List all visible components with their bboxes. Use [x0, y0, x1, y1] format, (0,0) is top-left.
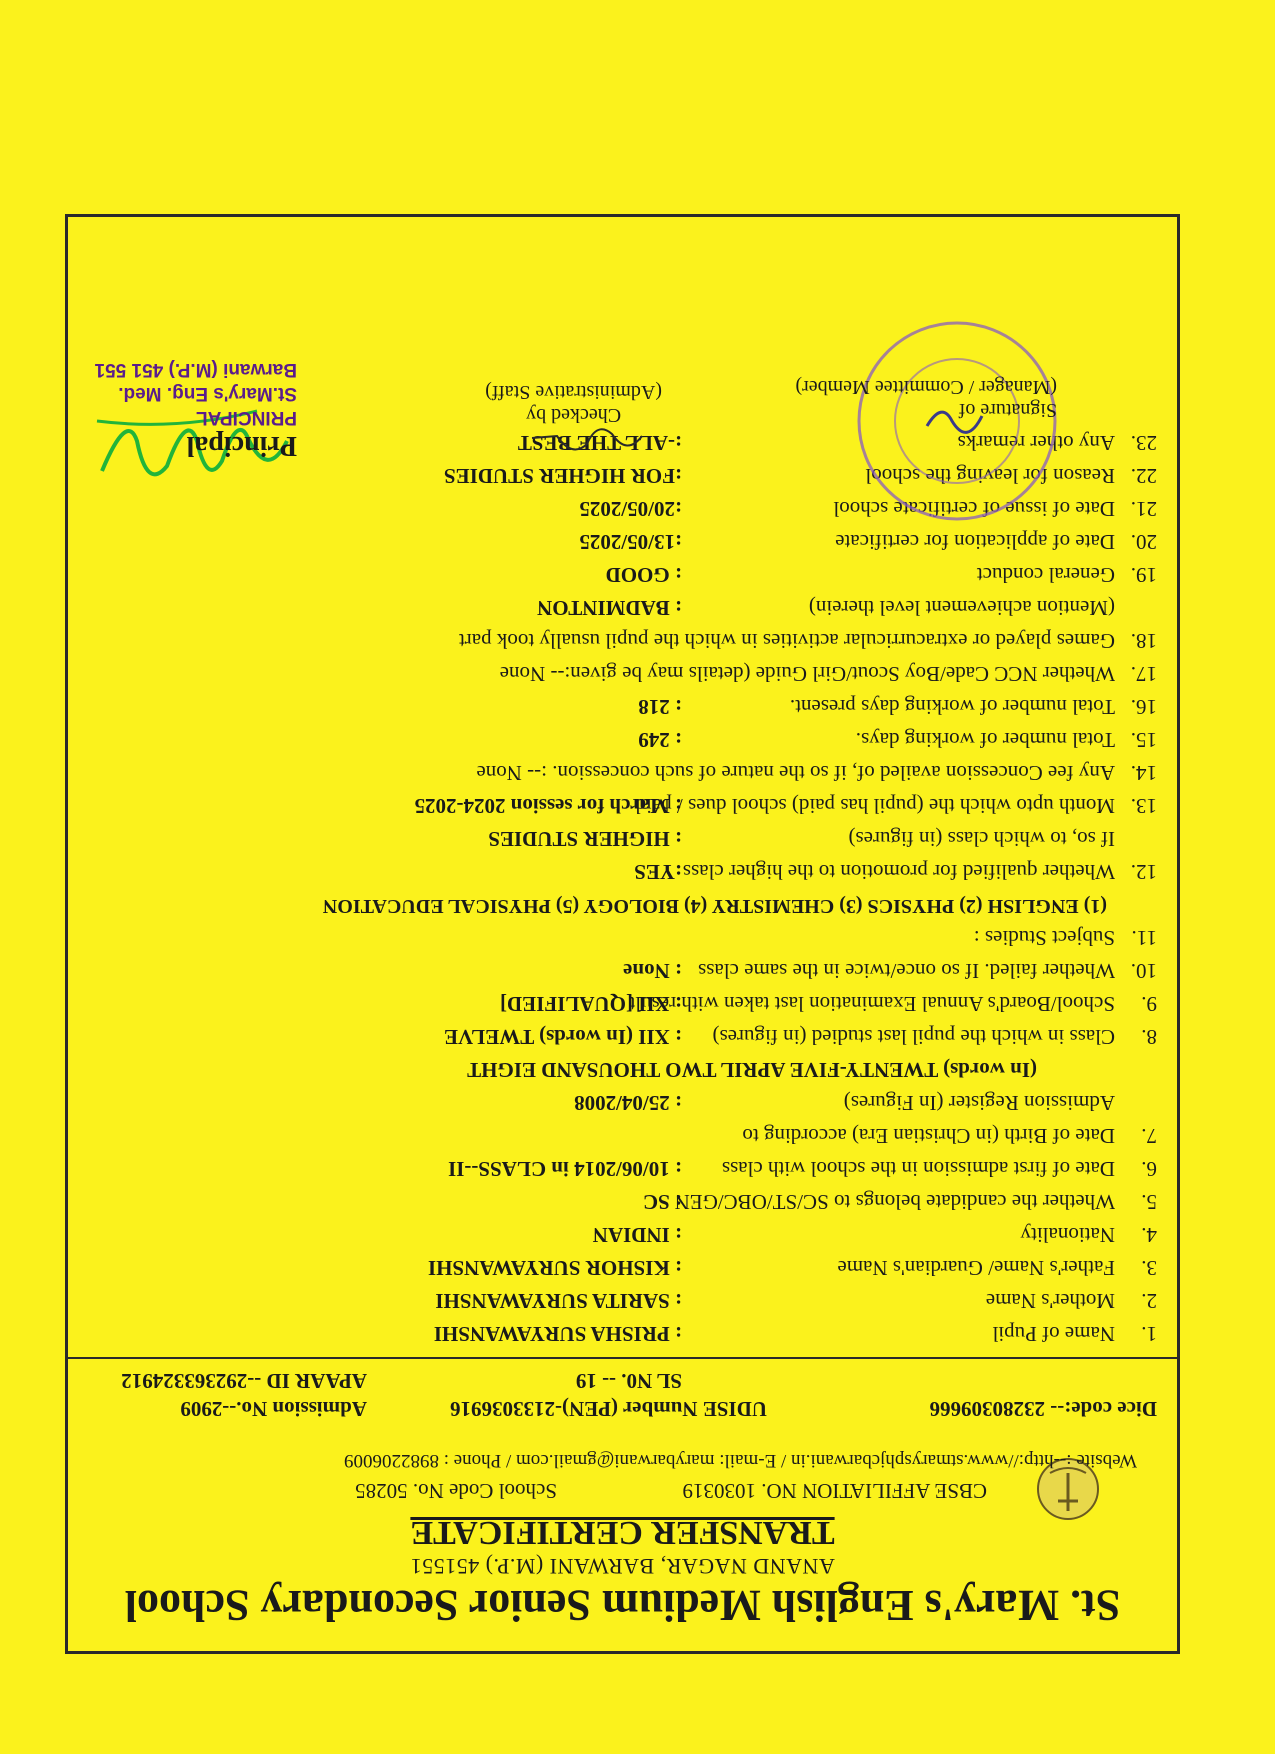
manager-signature-block	[795, 375, 1057, 421]
row-number: 2.	[1141, 1289, 1157, 1313]
checked-by-block	[485, 380, 662, 426]
row-label: Month upto which the (pupil has paid) school dues / paid	[635, 794, 1115, 818]
row-value: :20/05/2025	[579, 497, 682, 521]
row-value: : INDIAN	[592, 1223, 682, 1247]
row-value: : XII (In words) TWELVE	[443, 1025, 682, 1049]
row-label: Whether qualified for promotion to the higher class	[682, 860, 1115, 884]
row-value: : XII [QUALIFIED]	[499, 992, 682, 1016]
manager-signature-role: (Manager / Committee Member)	[795, 376, 1057, 398]
row-label: Class in which the pupil last studied (in figures)	[712, 1025, 1115, 1049]
admission-number: Admission No.--2909	[180, 1397, 367, 1421]
row-label: Total number of working days.	[855, 728, 1115, 752]
row-value: : 218	[638, 695, 682, 719]
row-value: : None	[623, 959, 682, 983]
row-number: 17.	[1130, 662, 1157, 686]
row-value: : KISHOR SURYAWANSHI	[427, 1256, 682, 1280]
row-number: 15.	[1130, 728, 1157, 752]
row-number: 14.	[1130, 761, 1157, 785]
school-seal-stamp	[852, 316, 1062, 526]
contact-line: Website :--http://www.stmarysphjcbarwani.in / E-mail: marybarwani@gmail.com / Phone : 8982206009	[343, 1450, 1137, 1471]
row-value: : SARITA SURYAWANSHI	[435, 1289, 682, 1313]
row-label: Nationality	[1020, 1223, 1115, 1247]
row-label: Whether NCC Cade/Boy Scout/Girl Guide (details may be given:-- None	[499, 662, 1115, 686]
school-code: School Code No. 50285	[355, 1479, 557, 1503]
row-number: 4.	[1141, 1223, 1157, 1247]
row-label: General conduct	[976, 563, 1115, 587]
school-address: ANAND NAGAR, BARWANI (M.P.) 451551	[410, 1554, 835, 1579]
principal-stamp-address: Barwani (M.P.) 451 551	[94, 359, 297, 380]
row-value: :-ALL THE BEST	[517, 431, 682, 455]
row-number: 11.	[1131, 926, 1157, 950]
row-number: 21.	[1130, 497, 1157, 521]
row-number: 7.	[1141, 1124, 1157, 1148]
row-label: Date of Birth (in Christian Era) according to	[742, 1124, 1115, 1148]
row-value: : GOOD	[605, 563, 682, 587]
principal-label: Principal	[186, 430, 297, 461]
row-value: : SC	[642, 1190, 682, 1214]
row-label: Total number of working days present.	[789, 695, 1115, 719]
row-value: :YES	[634, 860, 682, 884]
row-label: Subject Studies :	[973, 926, 1115, 950]
row-label: Reason for leaving the school	[865, 464, 1115, 488]
row-number: 19.	[1130, 563, 1157, 587]
certificate-title: TRANSFER CERTIFICATE	[410, 1514, 835, 1551]
row-value: : HIGHER STUDIES	[488, 827, 682, 851]
row-value: :FOR HIGHER STUDIES	[443, 464, 682, 488]
principal-stamp-title: PRINCIPAL	[196, 407, 297, 428]
apaar-id: APAAR ID --292363324912	[121, 1369, 367, 1393]
principal-stamp	[95, 357, 297, 429]
row-value: : PRISHA SURYAWANSHI	[433, 1322, 682, 1346]
row-number: 9.	[1141, 992, 1157, 1016]
principal-stamp-school: St.Mary's Eng. Med.	[118, 383, 297, 404]
row-value: : March for session 2024-2025	[414, 794, 682, 818]
row-number: 10.	[1130, 959, 1157, 983]
row-value: (1) ENGLISH (2) PHYSICS (3) CHEMISTRY (4) BIOLOGY (5) PHYSICAL EDUCATION	[322, 895, 1107, 917]
row-label: Date of issue of certificate school	[833, 497, 1115, 521]
row-label: School/Board's Annual Examination last taken with result	[629, 992, 1115, 1016]
row-label: (Mention achievement level therein)	[808, 596, 1115, 620]
row-number: 22.	[1130, 464, 1157, 488]
row-number: 20.	[1130, 530, 1157, 554]
row-value: : BADMINTON	[537, 596, 682, 620]
serial-number: SL N0. -- 19	[575, 1369, 682, 1393]
row-label: Games played or extracurricular activities in which the pupil usually took part	[458, 629, 1115, 653]
school-name: St. Mary's English Medium Senior Secondary School	[124, 1581, 1121, 1630]
header-divider	[68, 1357, 1177, 1359]
row-value: : 10/06/2014 in CLASS--II	[448, 1157, 682, 1181]
row-value: :13/05/2025	[579, 530, 682, 554]
row-value: : 25/04/2008	[574, 1091, 682, 1115]
row-label: Whether failed. If so once/twice in the same class	[698, 959, 1115, 983]
manager-signature-caption: Signature of	[958, 399, 1057, 421]
row-number: 1.	[1141, 1322, 1157, 1346]
dice-code: Dice code:-- 23280309666	[929, 1397, 1157, 1421]
checked-by-role: (Administrative Staff)	[485, 381, 662, 403]
udise-number: UDISE Number (PEN)-2133036916	[450, 1397, 767, 1421]
row-label: If so, to which class (in figures)	[848, 827, 1115, 851]
row-label: Any fee Concession availed of, if so the nature of such concession. :-- None	[476, 761, 1115, 785]
row-label: Mother's Name	[985, 1289, 1115, 1313]
row-label: Admission Register (In Figures)	[843, 1091, 1115, 1115]
row-label: Any other remarks	[957, 431, 1115, 455]
row-label: Whether the candidate belongs to SC/ST/OBC/GEN	[674, 1190, 1115, 1214]
row-value: (In words) TWENTY-FIVE APRIL TWO THOUSAND EIGHT	[467, 1058, 1037, 1082]
row-number: 8.	[1141, 1025, 1157, 1049]
row-number: 23.	[1130, 431, 1157, 455]
row-label: Date of first admission in the school with class	[721, 1157, 1115, 1181]
row-number: 5.	[1141, 1190, 1157, 1214]
row-number: 3.	[1141, 1256, 1157, 1280]
principal-block	[95, 357, 297, 461]
row-number: 12.	[1130, 860, 1157, 884]
row-number: 18.	[1130, 629, 1157, 653]
row-number: 13.	[1130, 794, 1157, 818]
certificate-frame	[65, 214, 1180, 1654]
row-label: Date of application for certificate	[835, 530, 1115, 554]
row-number: 16.	[1130, 695, 1157, 719]
row-value: : 249	[638, 728, 682, 752]
cbse-affiliation: CBSE AFFILIATION NO. 1030319	[682, 1479, 987, 1503]
checked-by-caption: Checked by	[526, 404, 622, 426]
row-number: 6.	[1141, 1157, 1157, 1181]
row-label: Name of Pupil	[992, 1322, 1115, 1346]
row-label: Father's Name/ Guardian's Name	[837, 1256, 1115, 1280]
